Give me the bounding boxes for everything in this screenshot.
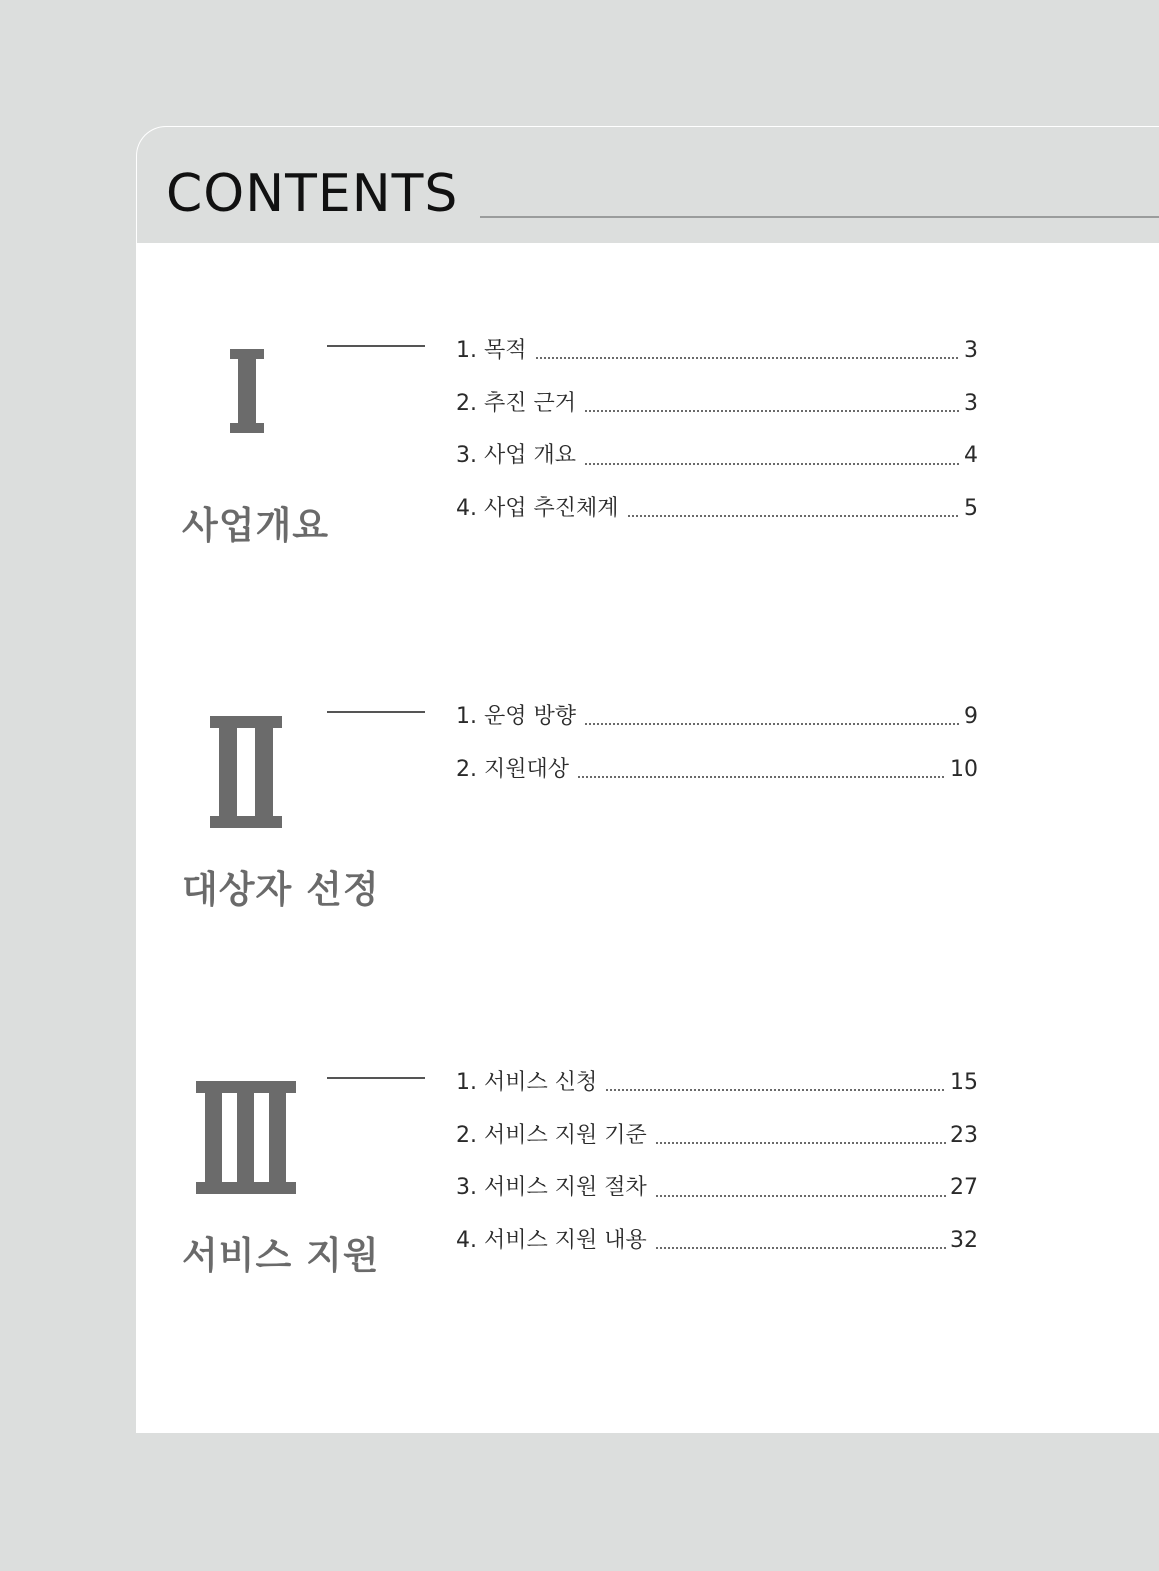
toc-label: 1. 서비스 신청	[456, 1070, 598, 1095]
toc-label: 3. 사업 개요	[456, 443, 576, 469]
page-title: CONTENTS	[166, 164, 459, 224]
toc-label: 4. 사업 추진체계	[456, 496, 619, 522]
toc-page: 9	[964, 704, 978, 729]
toc-page: 15	[950, 1070, 978, 1095]
toc-label: 1. 운영 방향	[456, 704, 576, 729]
dot-leader	[655, 1247, 946, 1249]
toc-entry[interactable]	[456, 1170, 978, 1223]
toc-label: 2. 지원대상	[456, 756, 569, 782]
dot-leader	[584, 410, 960, 412]
toc-entry[interactable]	[456, 1223, 978, 1276]
dot-leader	[535, 357, 961, 359]
dot-leader	[584, 723, 960, 725]
toc-entry[interactable]	[456, 491, 978, 544]
toc-list	[456, 1065, 978, 1276]
toc-label: 4. 서비스 지원 내용	[456, 1228, 647, 1254]
toc-page: 3	[964, 338, 978, 363]
toc-page: 27	[950, 1175, 978, 1201]
toc-page: 4	[964, 443, 978, 469]
section-title: 대상자 선정	[182, 868, 380, 911]
roman-numeral-2-icon	[210, 716, 282, 828]
toc-entry[interactable]	[456, 699, 978, 752]
toc-entry[interactable]	[456, 333, 978, 386]
contents-panel	[136, 243, 1159, 1433]
dot-leader	[655, 1195, 946, 1197]
toc-page: 32	[950, 1228, 978, 1254]
header-rule	[480, 216, 1159, 218]
toc-page: 23	[950, 1122, 978, 1148]
dot-leader	[577, 776, 946, 778]
toc-label: 2. 추진 근거	[456, 390, 576, 416]
dot-leader	[605, 1089, 946, 1091]
toc-entry[interactable]	[456, 1118, 978, 1171]
roman-numeral-1-icon	[230, 349, 264, 433]
toc-label: 3. 서비스 지원 절차	[456, 1175, 647, 1201]
dot-leader	[655, 1142, 946, 1144]
toc-page: 10	[950, 756, 978, 782]
section-rule	[327, 711, 425, 713]
toc-list	[456, 699, 978, 804]
roman-numeral-3-icon	[196, 1081, 296, 1194]
dot-leader	[584, 463, 960, 465]
toc-entry[interactable]	[456, 1065, 978, 1118]
section-rule	[327, 1077, 425, 1079]
toc-entry[interactable]	[456, 386, 978, 439]
toc-page: 5	[964, 496, 978, 522]
toc-entry[interactable]	[456, 438, 978, 491]
section-rule	[327, 345, 425, 347]
toc-label: 1. 목적	[456, 338, 527, 363]
toc-entry[interactable]	[456, 752, 978, 805]
section-title: 사업개요	[182, 504, 329, 547]
dot-leader	[627, 515, 961, 517]
toc-page: 3	[964, 390, 978, 416]
section-title: 서비스 지원	[182, 1234, 380, 1277]
toc-label: 2. 서비스 지원 기준	[456, 1122, 647, 1148]
toc-list	[456, 333, 978, 544]
